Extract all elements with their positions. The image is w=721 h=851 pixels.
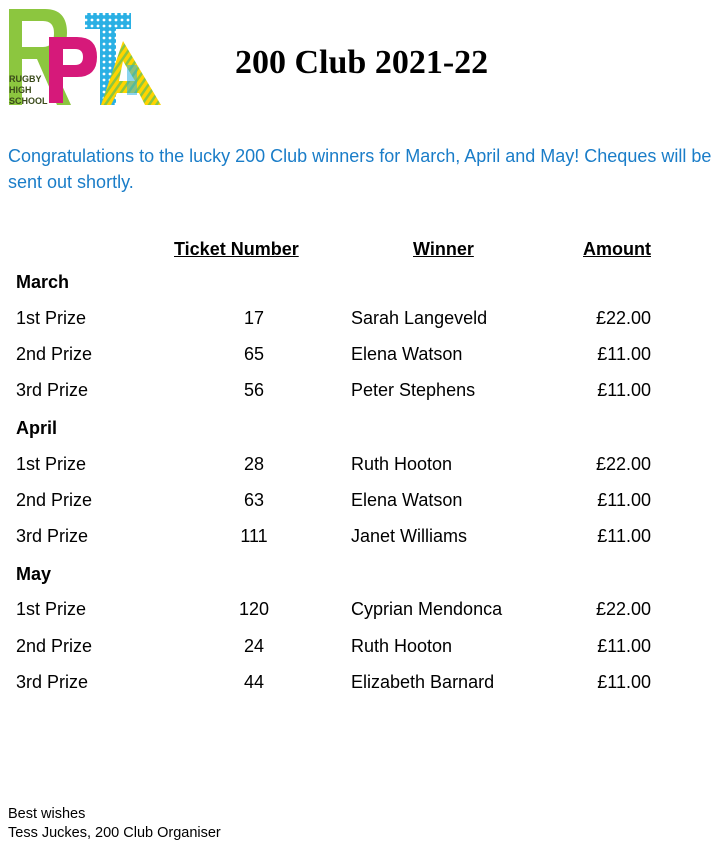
svg-text:HIGH: HIGH — [9, 85, 32, 95]
table-row — [0, 636, 721, 662]
closing-line: Best wishes — [8, 806, 86, 822]
prize-cell: 2nd Prize — [16, 490, 93, 510]
ticket-cell: 28 — [243, 454, 265, 474]
amount-cell: £22.00 — [595, 454, 651, 474]
rpta-logo — [5, 5, 165, 113]
month-heading-april: April — [16, 418, 58, 438]
ticket-cell: 111 — [240, 526, 268, 546]
intro-text: Congratulations to the lucky 200 Club winners for March, April and May! Cheques will be sent out shortly. — [8, 146, 712, 192]
winner-cell: Elena Watson — [351, 344, 463, 364]
ticket-cell: 56 — [243, 380, 265, 400]
amount-cell: £11.00 — [597, 490, 651, 510]
prize-cell: 2nd Prize — [16, 344, 93, 364]
amount-cell: £22.00 — [595, 308, 651, 328]
ticket-cell: 24 — [243, 636, 265, 656]
amount-cell: £11.00 — [597, 380, 651, 400]
month-heading-may: May — [16, 564, 52, 584]
svg-text:SCHOOL: SCHOOL — [9, 96, 48, 106]
ticket-cell: 65 — [243, 344, 265, 364]
winner-cell: Janet Williams — [351, 526, 468, 546]
ticket-cell: 17 — [243, 308, 265, 328]
table-row — [0, 672, 721, 698]
ticket-cell: 63 — [243, 490, 265, 510]
amount-cell: £11.00 — [597, 526, 651, 546]
svg-text:RUGBY: RUGBY — [9, 74, 42, 84]
amount-cell: £11.00 — [597, 672, 651, 692]
page-title: 200 Club 2021-22 — [235, 44, 489, 81]
table-row — [0, 490, 721, 516]
signature-block — [8, 805, 221, 843]
signature-line: Tess Juckes, 200 Club Organiser — [8, 825, 221, 841]
table-row — [0, 380, 721, 406]
prize-cell: 1st Prize — [16, 308, 87, 328]
header-amount: Amount — [583, 239, 651, 259]
amount-cell: £22.00 — [595, 599, 651, 619]
amount-cell: £11.00 — [597, 344, 651, 364]
winner-cell: Elena Watson — [351, 490, 463, 510]
winner-cell: Peter Stephens — [351, 380, 476, 400]
winner-cell: Cyprian Mendonca — [351, 599, 503, 619]
winner-cell: Sarah Langeveld — [351, 308, 488, 328]
table-row — [0, 526, 721, 552]
prize-cell: 1st Prize — [16, 454, 87, 474]
prize-cell: 3rd Prize — [16, 526, 89, 546]
amount-cell: £11.00 — [597, 636, 651, 656]
winner-cell: Ruth Hooton — [351, 454, 453, 474]
prize-cell: 3rd Prize — [16, 672, 89, 692]
ticket-cell: 120 — [238, 599, 270, 619]
prize-cell: 1st Prize — [16, 599, 87, 619]
prize-cell: 3rd Prize — [16, 380, 89, 400]
prize-cell: 2nd Prize — [16, 636, 93, 656]
table-row — [0, 454, 721, 480]
table-row — [0, 344, 721, 370]
header-ticket-number: Ticket Number — [174, 239, 299, 259]
month-heading-march: March — [16, 272, 70, 292]
winner-cell: Ruth Hooton — [351, 636, 453, 656]
header-winner: Winner — [413, 239, 474, 259]
winner-cell: Elizabeth Barnard — [351, 672, 495, 692]
ticket-cell: 44 — [243, 672, 265, 692]
table-row — [0, 308, 721, 334]
table-row — [0, 599, 721, 625]
